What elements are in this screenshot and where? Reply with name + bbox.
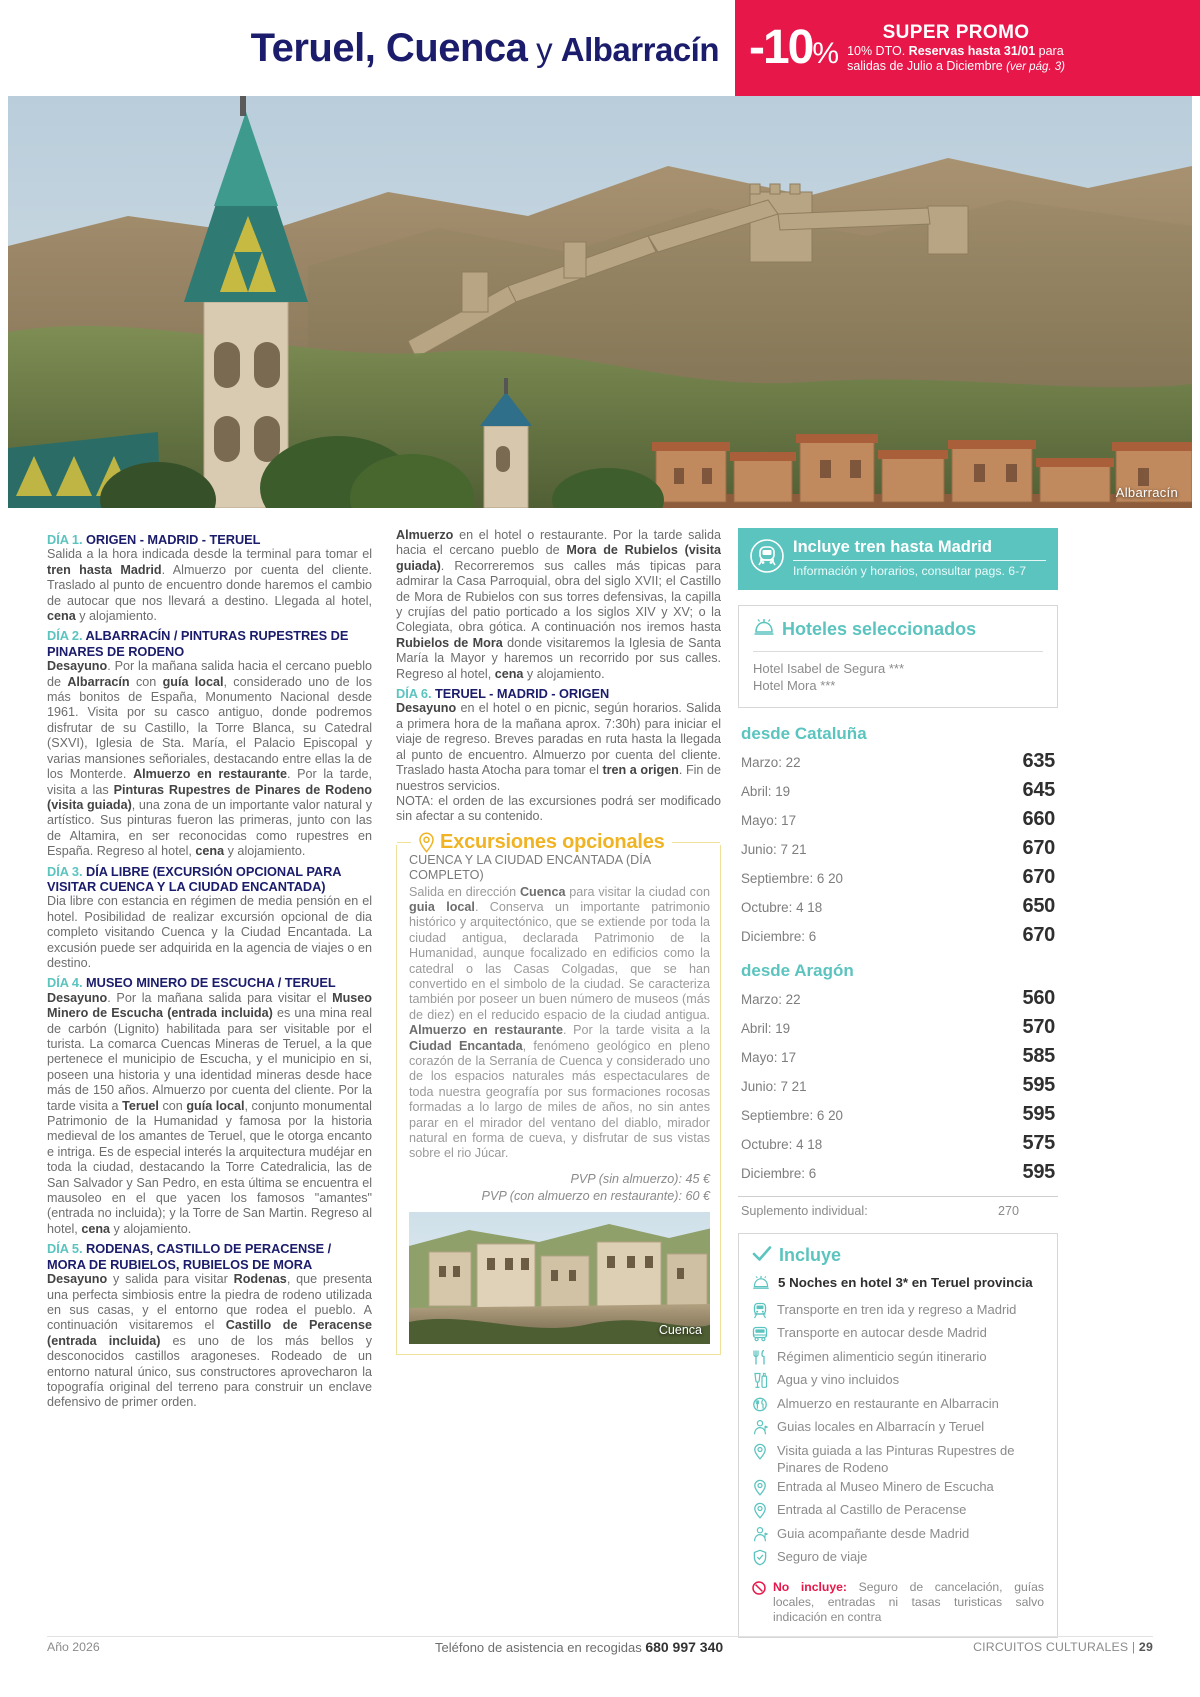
hotel-item: Hotel Isabel de Segura *** [753,660,905,676]
optional-excursions-box [396,831,721,1355]
not-included-text: Seguro de cancelación, guías locales, entradas ni tasas turisticas salvo indicación en contra [773,1579,1045,1624]
hotel-bell-icon [752,1274,770,1295]
train-included-banner [738,528,1058,590]
itinerary-column-1 [47,528,372,1411]
train-icon [750,539,784,578]
include-item-text: Guia acompañante desde Madrid [777,1525,970,1541]
bus-icon [752,1325,769,1347]
train-banner-subtitle: Información y horarios, consultar pags. 6-7 [793,563,1027,578]
price-row: Diciembre: 6 595 [741,1160,1055,1183]
include-item-text: Seguro de viaje [777,1549,868,1565]
price-row: Junio: 7 21 595 [741,1073,1055,1096]
divider [738,1196,1058,1197]
guide-icon [752,1419,769,1441]
price-row: Mayo: 17 585 [741,1044,1055,1067]
day-4-heading: DÍA 4. MUSEO MINERO DE ESCUCHA / TERUEL [47,975,336,991]
shield-icon [752,1549,769,1571]
price-row: Octubre: 4 18 650 [741,894,1055,917]
no-entry-icon [752,1581,767,1599]
selected-hotels-title: Hoteles seleccionados [782,618,977,639]
includes-title: Incluye [779,1245,842,1266]
restaurant-icon [752,1396,769,1418]
price-row: Marzo: 22 560 [741,986,1055,1009]
include-item-text: Agua y vino incluidos [777,1372,900,1388]
include-item [752,1324,1044,1347]
price-group-cataluna [738,724,1058,950]
excursion-image-caption: Cuenca [658,1323,702,1338]
selected-hotels-header [753,617,1043,642]
day-5-body-continued: Almuerzo en el hotel o restaurante. Por la tarde salida hacia el cercano pueblo de Mora de Rubielos (visita guiada). Recorreremos sus calles más tipicas para admirar la Casa Parroquial, obra del siglo XVII; el Castillo de Mora de Rubielos con sus torres defensivas, la capilla y crujías del patio porticado a los siglos XIV y XV; o la Colegiata, obra gótica. A continuación nos iremos hasta Rubielos de Mora donde visitaremos la Iglesia de Santa María la Mayor y haremos un recorrido por sus calles. Regreso al hotel, cena y alojamiento. [396,528,721,681]
divider [47,1636,1153,1637]
excursion-item-body: Salida en dirección Cuenca para visitar la ciudad con guia local. Conserva un importante patrimonio histórico y arquitectónico, que se extiende por toda la ciudad antigua, declarada Patrimonio de la Humanidad, aunque focalizado en edificios como la catedral o las Casas Colgadas, que se han convertido en el simbolo de la ciudad. Se caracteriza también por poseer un buen número de museos (más de diez) en el reducido espacio de la ciudad antigua. Almuerzo en restaurante. Por la tarde visita a la Ciudad Encantada, fenómeno geológico en pleno corazón de la Serranía de Cuenca y considerado uno de los espacios naturales más espectaculares de toda nuestra geografía por sus formaciones rocosas formadas a lo largo de miles de años, no sin antes parar en el mirador del ventano del diablo, mirador natural en forma de cueva, y disfrutar de sus vistas sobre el rio Júcar. [409,884,711,1161]
price-row: Septiembre: 6 20 595 [741,1102,1055,1125]
excursion-price-with-lunch: PVP (con almuerzo en restaurante): 60 € [481,1188,710,1203]
day-2-heading: DÍA 2. ALBARRACÍN / PINTURAS RUPESTRES DE PINARES DE RODENO [47,628,349,659]
price-group-title: desde Aragón [741,960,854,980]
hero-image [8,96,1192,508]
promo-discount: -10% [749,20,838,74]
include-item-text: Régimen alimenticio según itinerario [777,1348,987,1364]
include-item [752,1371,1044,1394]
promo-heading: SUPER PROMO [882,21,1030,43]
day-4-body: Desayuno. Por la mañana salida para visitar el Museo Minero de Escucha (entrada incluida) es una mina real de carbón (Lignito) habilitada para ser visitable por el turista. La comarca Cuencas Mineras de Teruel, a la que pertenece el municipio de Escucha, y el municipio en si, poseen una historia y una identidad mineras desde hace más de 150 años. Almuerzo por cuenta del cliente. Por la tarde visita a Teruel con guía local, conjunto monumental Patrimonio de la Humanidad y famosa por la historia medieval de los amantes de Teruel, que le otorga encanto e intriga. Es de especial interés la arquitectura mudéjar en toda la ciudad, destacando la Torre Catedralicia, las de San Salvador y San Pedro, en esta última se encuentra el mausoleo en el que yacen los famosos "amantes" (entrada no incluida); y la Torre de San Martin. Regreso al hotel, cena y alojamiento. [47,990,372,1236]
water-wine-icon [752,1372,769,1394]
price-row: Mayo: 17 660 [741,807,1055,830]
includes-box [738,1233,1058,1638]
itinerary-note: NOTA: el orden de las excursiones podrá ser modificado sin afectar a su contenido. [396,793,721,824]
not-included-row [752,1580,1044,1625]
includes-header [752,1245,1044,1267]
price-row: Septiembre: 6 20 670 [741,865,1055,888]
day-2-body: Desayuno. Por la mañana salida hacia el cercano pueblo de Albarracín con guía local, considerado uno de los más bonitos de España, Monumento Nacional desde 1961. Visita por su casco antiguo, donde podremos disfrutar de su Castillo, la Torre Blanca, su Catedral (SXVI), Iglesia de Sta. María, el Palacio Episcopal y varias mansiones señoriales, destacando entre ellas la de los Monterde. Almuerzo en restaurante. Por la tarde, visita a las Pinturas Rupestres de Pinares de Rodeno (visita guiada), una zona de un importante valor natural y artístico. Sus pinturas fueron las primeras, junto con las de Altamira, en ser reconocidas como rupestres en España. Regreso al hotel, cena y alojamiento. [47,659,372,859]
check-icon [752,1245,772,1267]
include-item-text: Entrada al Museo Minero de Escucha [777,1478,994,1494]
excursion-item-title: CUENCA Y LA CIUDAD ENCANTADA (DÍA COMPLETO) [409,852,651,883]
single-supplement-value: 270 [997,1203,1019,1218]
single-supplement-row [738,1204,1058,1218]
footer-year: Año 2026 [47,1640,100,1654]
optional-excursions-title: Excursiones opcionales [440,831,665,854]
price-row: Octubre: 4 18 575 [741,1131,1055,1154]
include-item [752,1418,1044,1441]
include-item-text: Visita guiada a las Pinturas Rupestres de Pinares de Rodeno [777,1442,1015,1476]
include-item-text: Transporte en tren ida y regreso a Madrid [777,1301,1017,1317]
selected-hotels-box [738,605,1058,708]
include-item [752,1525,1044,1548]
guide-icon [752,1526,769,1548]
price-row: Junio: 7 21 670 [741,836,1055,859]
include-item [752,1442,1044,1477]
cutlery-icon [752,1349,769,1371]
excursion-price-no-lunch: PVP (sin almuerzo): 45 € [570,1171,710,1186]
price-row: Diciembre: 6 670 [741,923,1055,946]
day-5-body: Desayuno y salida para visitar Rodenas, que presenta una perfecta simbiosis entre la piedra de rodeno utilizada en sus casas, y el entorno que rodea el pueblo. A continuación visitaremos el Castillo de Peracense (entrada incluida) es uno de los más bellos y desconocidos castillos aragoneses. Rodeado de un entorno natural único, sus constructores aprovecharon la topografía original del terreno para construir un enclave defensivo de primer orden. [47,1272,373,1410]
includes-highlight-text: 5 Noches en hotel 3* en Teruel provincia [778,1274,1033,1290]
location-pin-icon [752,1479,769,1501]
page-title [0,0,735,96]
include-item-text: Transporte en autocar desde Madrid [777,1325,987,1341]
itinerary-column-2 [396,528,721,1355]
price-table [738,724,1058,1218]
sidebar [738,528,1058,1638]
day-3-body: Dia libre con estancia en régimen de media pensión en el hotel. Posibilidad de realizar excursión opcional de dia completo visitando Cuenca y la Ciudad Encantada. La excusión puede ser adquirida en la agencia de viajes o en destino. [47,894,372,970]
title-connector: y [527,30,561,68]
hotel-bell-icon [753,617,775,642]
includes-highlight [752,1274,1044,1295]
day-6-heading: DÍA 6. TERUEL - MADRID - ORIGEN [396,686,610,702]
title-main: Teruel, Cuenca [250,25,528,70]
footer-section: CIRCUITOS CULTURALES | 29 [973,1640,1153,1654]
day-6-body: Desayuno en el hotel o en picnic, según horarios. Salida a primera hora de la mañana aprox. 7:30h) para iniciar el viaje de regreso. Breves paradas en ruta hasta la llegada al punto de encuentro. Almuerzo por cuenta del cliente. Traslado hasta Atocha para tomar el tren a origen. Fin de nuestros servicios. [396,701,722,793]
price-group-aragon [738,961,1058,1187]
promo-line-2: salidas de Julio a Diciembre (ver pág. 3) [847,58,1065,73]
not-included-label: No incluye: [773,1579,847,1594]
title-secondary: Albarracín [560,30,719,68]
price-group-title: desde Cataluña [741,723,867,743]
location-pin-icon [752,1502,769,1524]
day-1-heading: DÍA 1. ORIGEN - MADRID - TERUEL [47,532,261,547]
single-supplement-label: Suplemento individual: [741,1203,868,1218]
include-item [752,1548,1044,1571]
page-header [0,0,1200,96]
location-pin-icon [752,1443,769,1465]
include-item-text: Guias locales en Albarracín y Teruel [777,1419,985,1435]
include-item-text: Entrada al Castillo de Peracense [777,1502,967,1518]
include-item [752,1478,1044,1501]
footer-phone: Teléfono de asistencia en recogidas 680 997 340 [435,1639,724,1655]
promo-percent-symbol: % [812,36,838,70]
include-item [752,1348,1044,1371]
day-5-heading: DÍA 5. RODENAS, CASTILLO DE PERACENSE / MORA DE RUBIELOS, RUBIELOS DE MORA [47,1241,332,1272]
hotel-item: Hotel Mora *** [753,677,836,693]
price-row: Abril: 19 570 [741,1015,1055,1038]
page-footer [0,1636,1200,1676]
include-item [752,1301,1044,1324]
hero-caption: Albarracín [1115,485,1178,500]
train-banner-title: Incluye tren hasta Madrid [793,538,1046,561]
train-icon [752,1302,769,1324]
promo-line-1: 10% DTO. Reservas hasta 31/01 para [847,44,1064,59]
promo-banner [735,0,1200,96]
price-row: Abril: 19 645 [741,778,1055,801]
day-1-body: Salida a la hora indicada desde la terminal para tomar el tren hasta Madrid. Almuerzo por cuenta del cliente. Traslado al punto de encuentro donde haremos el cambio de autocar que nos llevará a destino. Llegada al hotel, cena y alojamiento. [47,547,373,624]
optional-excursions-legend [397,832,720,854]
day-3-heading: DÍA 3. DÍA LIBRE (EXCURSIÓN OPCIONAL PARA VISITAR CUENCA Y LA CIUDAD ENCANTADA) [47,863,341,894]
include-item-text: Almuerzo en restaurante en Albarracin [777,1395,999,1411]
excursion-image [409,1212,710,1344]
include-item [752,1501,1044,1524]
divider [753,651,1043,652]
include-item [752,1395,1044,1418]
location-pin-icon [418,832,435,853]
price-row: Marzo: 22 635 [741,749,1055,772]
